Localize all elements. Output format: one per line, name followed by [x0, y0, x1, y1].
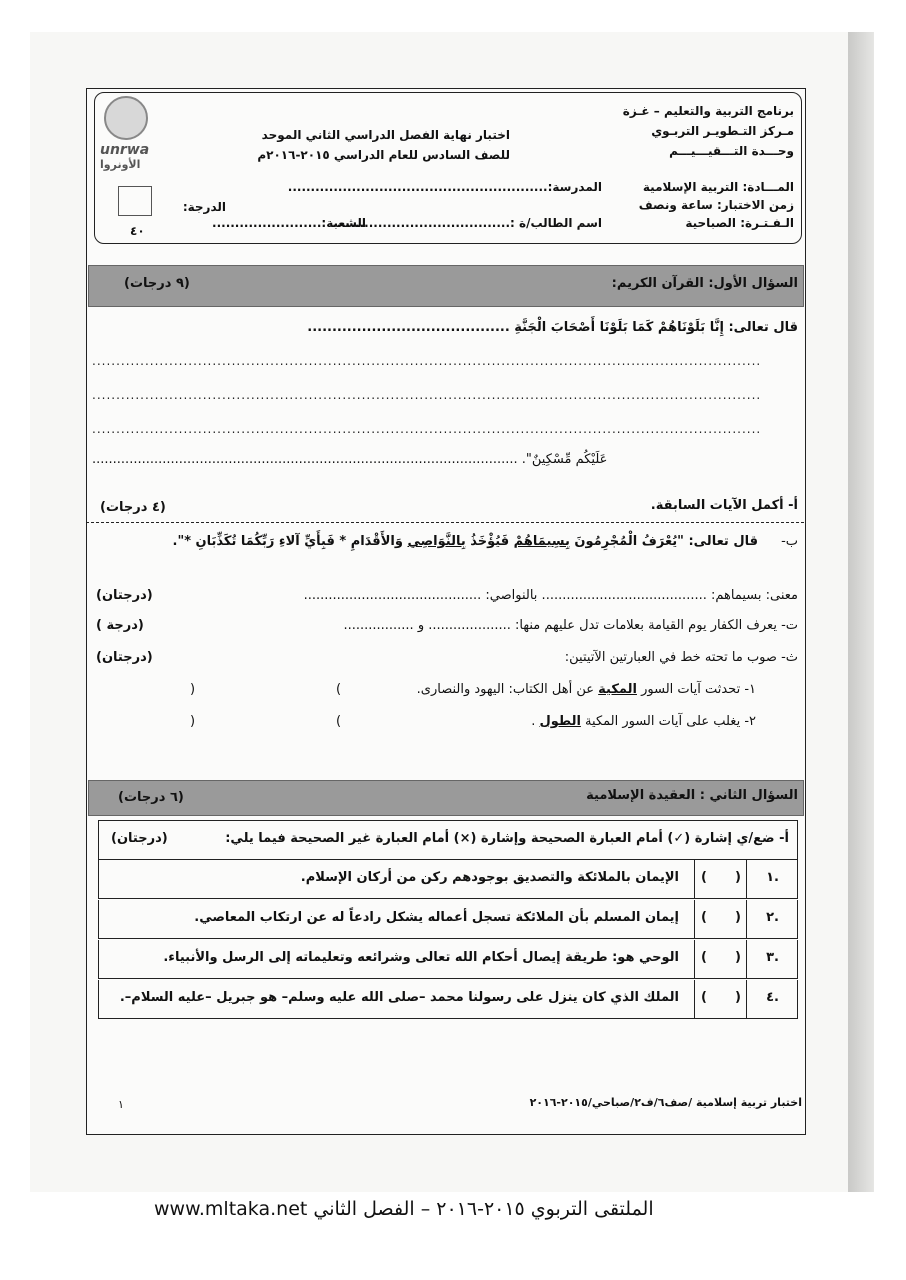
answer-line-3: ........................................................................................................................................... — [92, 422, 762, 436]
shift-field: الـفـتـرة: الصباحية — [685, 216, 794, 230]
answer-paren-close-2: ) — [190, 714, 196, 729]
answer-paren-open-1: ( — [336, 682, 342, 697]
instruction: أ- ضع/ي إشارة (✓) أمام العبارة الصحيحة وإشارة (×) أمام العبارة غير الصحيحة فيما يلي: — [225, 831, 789, 846]
meaning-line: معنى: بسيماهم: ........................................ بالنواصي: ........................................... — [303, 588, 798, 603]
exam-title: اختبار نهاية الفصل الدراسي الثاني الموحد — [261, 128, 510, 142]
answer-paren-open-2: ( — [336, 714, 342, 729]
subject-field: المـــادة: التربية الإسلامية — [642, 180, 794, 194]
answer-paren-close-1: ) — [190, 682, 196, 697]
exam-grade: للصف السادس للعام الدراسي ٢٠١٥-٢٠١٦م — [257, 148, 510, 162]
stmt2-underlined: الطول — [539, 714, 581, 729]
part-b-label: ب- — [781, 534, 798, 549]
table-row — [98, 980, 798, 1019]
exam-code: اختبار تربية إسلامية /صف٦/ف٢/صباحي/٢٠١٥-٢٠١٦ — [529, 1096, 802, 1109]
page-edge-shadow — [848, 32, 874, 1192]
statement-1 — [417, 682, 756, 697]
paren-close: ) — [735, 950, 741, 965]
paren-close: ) — [735, 990, 741, 1005]
page-number: ١ — [118, 1098, 124, 1111]
q1-title: السؤال الأول: القرآن الكريم: — [611, 276, 798, 291]
part-b-suffix: وَالأَقْدَامِ * فَبِأَيِّ آلاءِ رَبِّكُمَا تُكَذِّبَانِ *". — [172, 534, 403, 549]
part-b-mid: فَيُؤْخَذُ — [470, 534, 510, 549]
part-a: أ- أكمل الآيات السابقة. — [650, 498, 798, 513]
row-number: ٣. — [766, 950, 779, 965]
stmt2-prefix: ٢- يغلب على آيات السور المكية — [585, 714, 756, 729]
program-name: برنامج التربية والتعليم – غـزة — [622, 104, 794, 118]
un-emblem-icon — [104, 96, 148, 140]
time-field: زمن الاختبار: ساعة ونصف — [638, 198, 794, 212]
school-field: المدرسة:......................................................... — [287, 180, 602, 194]
part-b-underlined-2: بِالنَّوَاصِي — [407, 534, 466, 549]
meaning-marks: (درجتان) — [96, 588, 153, 603]
answer-line-2: ........................................................................................................................................... — [92, 388, 762, 402]
row-statement: الوحي هو: طريقة إيصال أحكام الله تعالى وشرائعه وتعليماته إلى الرسل والأنبياء. — [163, 950, 679, 965]
stmt1-suffix: عن أهل الكتاب: اليهود والنصارى. — [416, 682, 595, 697]
row-number: ١. — [766, 870, 779, 885]
instruction-marks: (درجتان) — [111, 831, 168, 846]
site-caption: الملتقى التربوي ٢٠١٥-٢٠١٦ – الفصل الثاني www.mltaka.net — [154, 1198, 654, 1220]
row-statement: إيمان المسلم بأن الملائكة تسجل أعماله يشكل رادعاً له عن ارتكاب المعاصي. — [194, 910, 679, 925]
part-t: ت- يعرف الكفار يوم القيامة بعلامات تدل عليهم منها: .................... و ................. — [343, 618, 798, 633]
logo-text: unrwa — [100, 142, 150, 158]
grade-field: الدرجة: — [182, 200, 226, 214]
row-statement: الإيمان بالملائكة والتصديق بوجودهم ركن من أركان الإسلام. — [300, 870, 679, 885]
paren-open: ( — [701, 990, 707, 1005]
statement-2 — [531, 714, 756, 729]
stmt2-suffix: . — [531, 714, 536, 729]
stmt1-underlined: المكية — [598, 682, 637, 697]
student-name-field: اسم الطالب/ة :....................................... — [332, 216, 602, 230]
section-field: الشعبة:........................ — [212, 216, 366, 230]
center-name: مـركز التـطويـر التربـوي — [651, 124, 794, 138]
score-total: ٤٠ — [130, 224, 145, 238]
row-statement: الملك الذي كان ينزل على رسولنا محمد –صلى الله عليه وسلم– هو جبريل –عليه السلام–. — [119, 990, 679, 1005]
table-row — [98, 860, 798, 899]
q2-marks: (٦ درجات) — [118, 790, 184, 805]
paren-close: ) — [735, 870, 741, 885]
paren-open: ( — [701, 870, 707, 885]
verse-start: قال تعالى: إِنَّا بَلَوْنَاهُمْ كَمَا بَلَوْنَا أَصْحَابَ الْجَنَّةِ ......................................... — [307, 320, 798, 335]
part-a-marks: (٤ درجات) — [100, 500, 166, 515]
part-th-marks: (درجتان) — [96, 650, 153, 665]
divider — [86, 522, 804, 523]
table-row — [98, 900, 798, 939]
logo-sub: الأونروا — [100, 158, 141, 171]
q2-title: السؤال الثاني : العقيدة الإسلامية — [586, 788, 798, 803]
answer-line-1: ........................................................................................................................................... — [92, 354, 762, 368]
paren-open: ( — [701, 950, 707, 965]
part-b-underlined-1: بِسِيمَاهُمْ — [513, 534, 570, 549]
row-number: ٢. — [766, 910, 779, 925]
part-b-verse — [173, 534, 759, 549]
part-th: ث- صوب ما تحته خط في العبارتين الآتيتين: — [564, 650, 798, 665]
table-row — [98, 940, 798, 979]
verse-end: عَلَيْكُم مِّسْكِينٌ". ....................................................................................................... — [92, 452, 608, 467]
score-box — [118, 186, 152, 216]
part-t-marks: (درجة ) — [96, 618, 144, 633]
row-number: ٤. — [766, 990, 779, 1005]
paren-close: ) — [735, 910, 741, 925]
q1-marks: (٩ درجات) — [124, 276, 190, 291]
stmt1-prefix: ١- تحدثت آيات السور — [641, 682, 756, 697]
paren-open: ( — [701, 910, 707, 925]
table-header — [98, 820, 798, 860]
part-b-prefix: قال تعالى: "يُعْرَفُ الْمُجْرِمُونَ — [574, 534, 758, 549]
unit-name: وحـــدة التـــقيـــيـــم — [669, 144, 794, 158]
